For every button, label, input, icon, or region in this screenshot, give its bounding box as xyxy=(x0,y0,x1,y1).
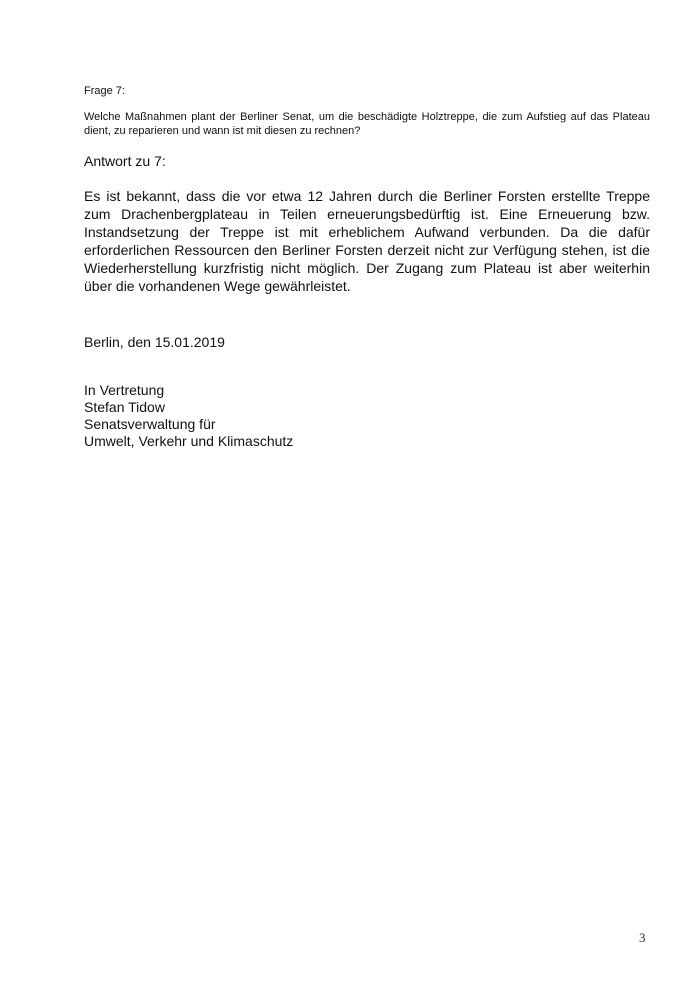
signature-name: Stefan Tidow xyxy=(84,399,165,415)
signature-line-1: In Vertretung xyxy=(84,382,165,398)
signature-department-line-1: Senatsverwaltung für xyxy=(84,416,216,432)
question-label: Frage 7: xyxy=(84,85,125,97)
answer-text: Es ist bekannt, dass die vor etwa 12 Jahren durch die Berliner Forsten erstellte Treppe zum Drachenbergplateau in Teilen erneuerungsbedürftig ist. Eine Erneuerung bzw. Instandsetzung der Treppe ist mit erheblichem Aufwand verbunden. Da die dafür erforderlichen Ressourcen den Berliner Forsten derzeit nicht zur Verfügung stehen, ist die Wiederherstellung kurzfristig nicht möglich. Der Zugang zum Plateau ist aber weiterhin über die vorhandenen Wege gewährleistet. xyxy=(84,188,650,294)
question-text: Welche Maßnahmen plant der Berliner Senat, um die beschädigte Holztreppe, die zum Aufstieg auf das Plateau dient, zu reparieren und wann ist mit diesen zu rechnen? xyxy=(84,111,650,137)
page-number: 3 xyxy=(639,930,646,945)
place-date: Berlin, den 15.01.2019 xyxy=(84,334,225,350)
signature-block xyxy=(84,382,293,450)
signature-department-line-2: Umwelt, Verkehr und Klimaschutz xyxy=(84,433,294,449)
answer-label: Antwort zu 7: xyxy=(84,153,166,169)
